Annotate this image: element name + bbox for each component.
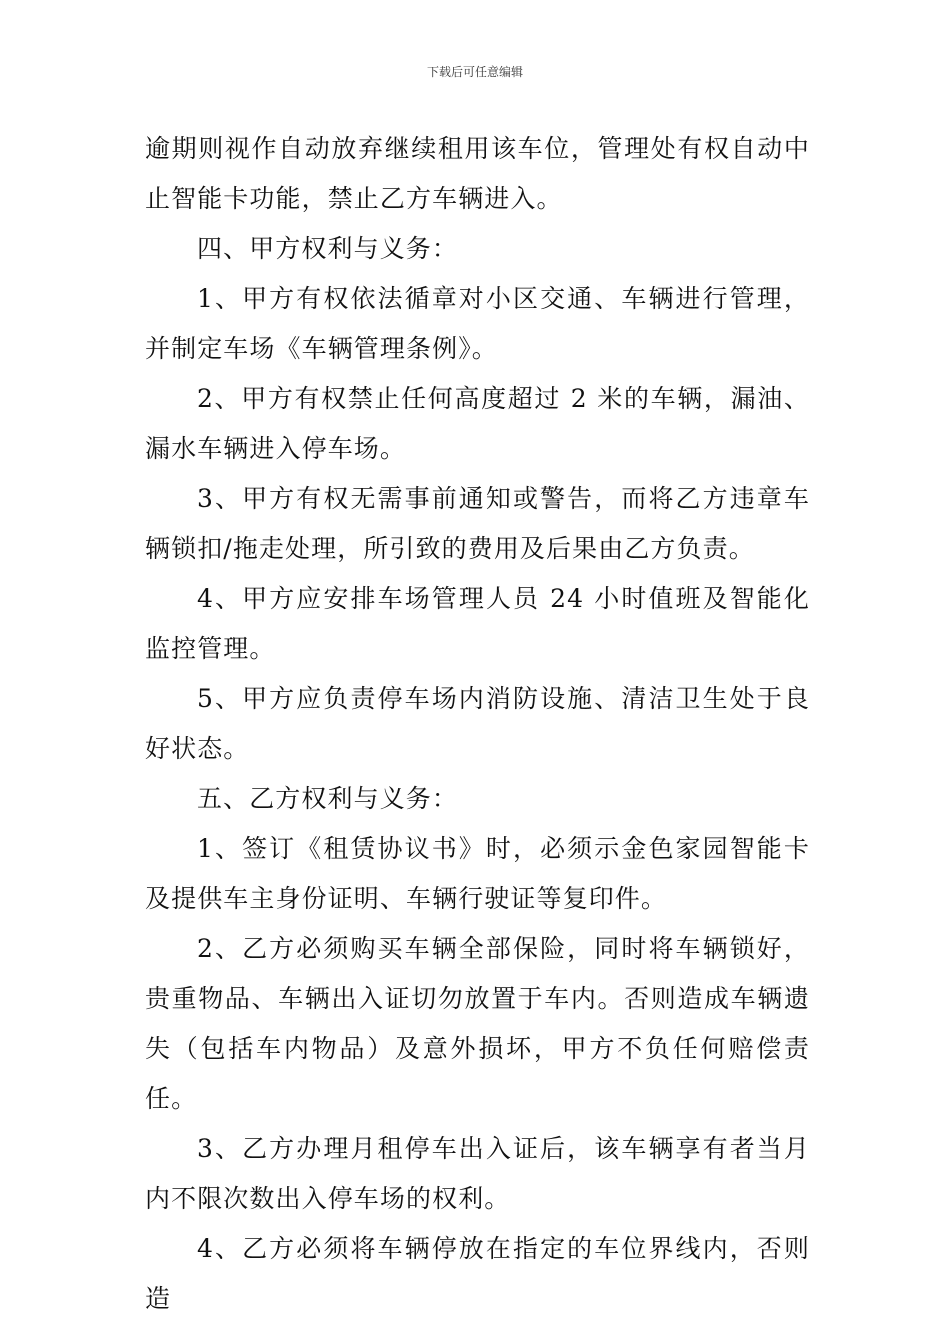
party-a-clause-5: 5、甲方应负责停车场内消防设施、清洁卫生处于良好状态。 — [145, 684, 810, 763]
party-b-clause-4: 4、乙方必须将车辆停放在指定的车位界线内，否则造 — [145, 1234, 810, 1313]
party-b-clause-2: 2、乙方必须购买车辆全部保险，同时将车辆锁好，贵重物品、车辆出入证切勿放置于车内。否则造成车辆遗失（包括车内物品）及意外损坏，甲方不负任何赔偿责任。 — [145, 934, 810, 1113]
section-heading-party-b: 五、乙方权利与义务： — [197, 784, 459, 813]
document-body — [145, 124, 810, 1324]
party-a-clause-3: 3、甲方有权无需事前通知或警告，而将乙方违章车辆锁扣/拖走处理，所引致的费用及后果由乙方负责。 — [145, 484, 810, 563]
party-b-clause-3: 3、乙方办理月租停车出入证后，该车辆享有者当月内不限次数出入停车场的权利。 — [145, 1134, 810, 1213]
party-a-clause-1: 1、甲方有权依法循章对小区交通、车辆进行管理，并制定车场《车辆管理条例》。 — [145, 284, 810, 363]
paragraph-continuation: 逾期则视作自动放弃继续租用该车位，管理处有权自动中止智能卡功能，禁止乙方车辆进入。 — [145, 134, 810, 213]
page-header: 下载后可任意编辑 — [426, 65, 523, 79]
party-a-clause-4: 4、甲方应安排车场管理人员 24 小时值班及智能化监控管理。 — [145, 584, 810, 663]
section-heading-party-a: 四、甲方权利与义务： — [197, 234, 459, 263]
party-b-clause-1: 1、签订《租赁协议书》时，必须示金色家园智能卡及提供车主身份证明、车辆行驶证等复印件。 — [145, 834, 810, 913]
party-a-clause-2: 2、甲方有权禁止任何高度超过 2 米的车辆，漏油、漏水车辆进入停车场。 — [145, 384, 810, 463]
